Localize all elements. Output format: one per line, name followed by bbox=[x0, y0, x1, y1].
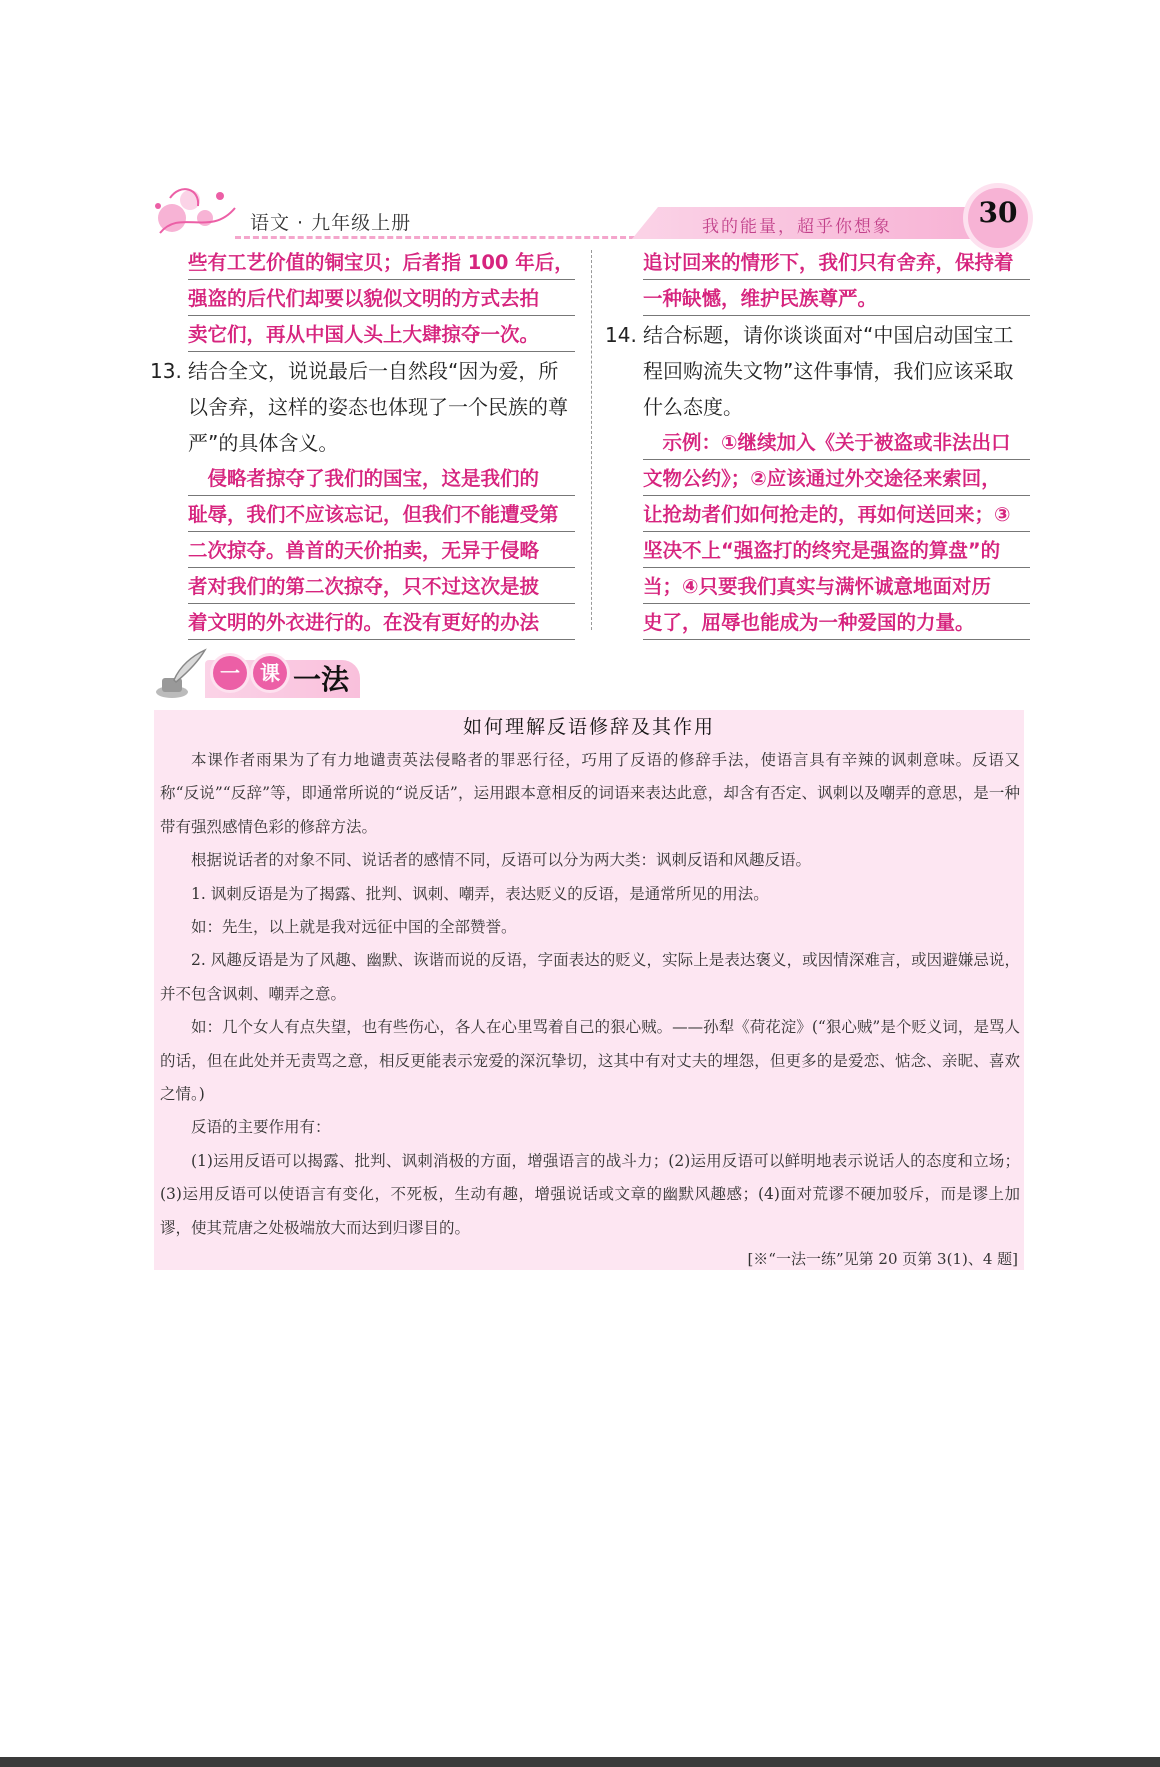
section-title: 一法 bbox=[293, 663, 350, 696]
answer-line: 一种缺憾，维护民族尊严。 bbox=[643, 281, 1030, 317]
page-number: 30 bbox=[978, 196, 1018, 229]
answer-line: 着文明的外衣进行的。在没有更好的办法 bbox=[188, 605, 575, 641]
question-14 bbox=[605, 317, 1030, 425]
answer-line: 者对我们的第二次掠夺，只不过这次是披 bbox=[188, 569, 575, 605]
method-paragraph: (1)运用反语可以揭露、批判、讽刺消极的方面，增强语言的战斗力；(2)运用反语可以鲜明地表示说话人的态度和立场；(3)运用反语可以使语言有变化，不死板，生动有趣，增强说话或文章的幽默风趣感；(4)面对荒谬不硬加驳斥，而是谬上加谬，使其荒唐之处极端放大而达到归谬目的。 bbox=[160, 1151, 1020, 1237]
right-column bbox=[605, 245, 1030, 641]
answer-line: 侵略者掠夺了我们的国宝，这是我们的 bbox=[188, 461, 575, 497]
answer-line: 强盗的后代们却要以貌似文明的方式去拍 bbox=[188, 281, 575, 317]
answer-line: 文物公约》；②应该通过外交途径来索回， bbox=[643, 461, 1030, 497]
slogan-text: 我的能量，超乎你想象 bbox=[702, 217, 892, 237]
method-paragraph: 反语的主要作用有： bbox=[191, 1118, 331, 1137]
answer-line: 坚决不上“强盗打的终究是强盗的算盘”的 bbox=[643, 533, 1030, 569]
answer-13-continuation bbox=[605, 245, 1030, 317]
answer-line: 耻辱，我们不应该忘记，但我们不能遭受第 bbox=[188, 497, 575, 533]
answer-line: 二次掠夺。兽首的天价拍卖，无异于侵略 bbox=[188, 533, 575, 569]
header-divider bbox=[235, 236, 635, 239]
answer-12-continuation bbox=[150, 245, 575, 353]
question-number: 14. bbox=[605, 323, 637, 347]
answer-line: 卖它们，再从中国人头上大肆掠夺一次。 bbox=[188, 317, 575, 353]
section-badge: 课 bbox=[253, 656, 287, 690]
answer-line: 让抢劫者们如何抢走的，再如何送回来；③ bbox=[643, 497, 1030, 533]
question-13 bbox=[150, 353, 575, 461]
method-paragraph: 1. 讽刺反语是为了揭露、批判、讽刺、嘲弄，表达贬义的反语，是通常所见的用法。 bbox=[191, 884, 769, 903]
method-paragraph: 根据说话者的对象不同、说话者的感情不同，反语可以分为两大类：讽刺反语和风趣反语。 bbox=[191, 851, 812, 870]
question-text: 结合标题，请你谈谈面对“中国启动国宝工程回购流失文物”这件事情，我们应该采取什么态度。 bbox=[643, 323, 1014, 419]
method-body bbox=[160, 744, 1020, 1245]
answer-line: 些有工艺价值的铜宝贝；后者指 100 年后， bbox=[188, 245, 575, 281]
answer-14 bbox=[605, 425, 1030, 641]
quill-inkpot-icon bbox=[150, 648, 208, 700]
method-paragraph: 如：先生，以上就是我对远征中国的全部赞誉。 bbox=[191, 918, 517, 937]
practice-note: [※“一法一练”见第 20 页第 3(1)、4 题] bbox=[747, 1250, 1018, 1268]
answer-line: 史了，屈辱也能成为一种爱国的力量。 bbox=[643, 605, 1030, 641]
column-divider bbox=[591, 250, 592, 630]
left-column bbox=[150, 245, 575, 641]
answer-line: 当；④只要我们真实与满怀诚意地面对历 bbox=[643, 569, 1030, 605]
method-paragraph: 如：几个女人有点失望，也有些伤心，各人在心里骂着自己的狠心贼。——孙犁《荷花淀》(“狠心贼”是个贬义词，是骂人的话，但在此处并无责骂之意，相反更能表示宠爱的深沉挚切，这其中有对丈夫的埋怨，但更多的是爱恋、惦念、亲昵、喜欢之情。) bbox=[160, 1018, 1020, 1104]
answer-13 bbox=[150, 461, 575, 641]
flower-ornament-icon bbox=[150, 178, 240, 242]
subject-title: 语文 · 九年级上册 bbox=[250, 212, 412, 234]
bottom-bar bbox=[0, 1757, 1160, 1767]
section-badge: 一 bbox=[213, 656, 247, 690]
method-paragraph: 本课作者雨果为了有力地谴责英法侵略者的罪恶行径，巧用了反语的修辞手法，使语言具有辛辣的讽刺意味。反语又称“反说”“反辞”等，即通常所说的“说反话”，运用跟本意相反的词语来表达此意，却含有否定、讽刺以及嘲弄的意思，是一种带有强烈感情色彩的修辞方法。 bbox=[160, 751, 1020, 836]
answer-line: 示例：①继续加入《关于被盗或非法出口 bbox=[643, 425, 1030, 461]
method-title: 如何理解反语修辞及其作用 bbox=[462, 716, 715, 738]
method-paragraph: 2. 风趣反语是为了风趣、幽默、诙谐而说的反语，字面表达的贬义，实际上是表达褒义，或因情深难言，或因避嫌忌说，并不包含讽刺、嘲弄之意。 bbox=[160, 951, 1020, 1003]
question-number: 13. bbox=[150, 359, 182, 383]
question-text: 结合全文，说说最后一自然段“因为爱，所以舍弃，这样的姿态也体现了一个民族的尊严”的具体含义。 bbox=[188, 359, 568, 455]
answer-line: 追讨回来的情形下，我们只有舍弃，保持着 bbox=[643, 245, 1030, 281]
